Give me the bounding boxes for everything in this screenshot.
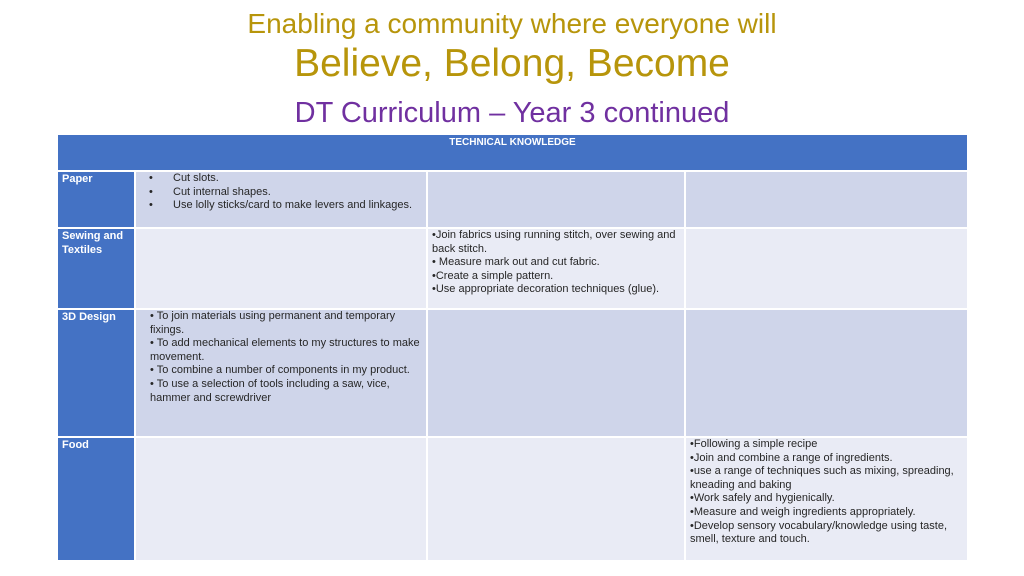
text-line: • To use a selection of tools including a saw, vice, hammer and screwdriver xyxy=(150,377,390,404)
sewing-col1 xyxy=(136,229,426,308)
sewing-col2 xyxy=(428,229,684,308)
text-line: •Develop sensory vocabulary/knowledge using taste, smell, texture and touch. xyxy=(690,519,947,546)
section-header: TECHNICAL KNOWLEDGE xyxy=(58,135,967,170)
text-line: • To add mechanical elements to my structures to make movement. xyxy=(150,337,420,363)
text-line: •Measure and weigh ingredients appropriately. xyxy=(690,505,916,518)
text-line: •Following a simple recipe xyxy=(690,438,818,450)
paper-col2 xyxy=(428,172,684,227)
curriculum-table xyxy=(58,172,967,560)
design-col1 xyxy=(136,310,426,436)
row-label-sewing-textiles: Sewing and Textiles xyxy=(58,229,134,308)
text-line: •use a range of techniques such as mixing, spreading, kneading and baking xyxy=(690,465,954,491)
list-item: • Cut slots. xyxy=(173,172,422,186)
list-item: • Cut internal shapes. xyxy=(173,186,422,200)
motto-line: Enabling a community where everyone will xyxy=(247,8,777,39)
text-line: •Join fabrics using running stitch, over sewing and back stitch. xyxy=(432,229,676,255)
text-line: • To join materials using permanent and temporary fixings. xyxy=(150,310,396,336)
row-label-paper: Paper xyxy=(58,172,134,227)
page-subtitle: DT Curriculum – Year 3 continued xyxy=(294,97,730,129)
motto-title: Believe, Belong, Become xyxy=(294,42,730,85)
row-label-food: Food xyxy=(58,438,134,560)
sewing-col3 xyxy=(686,229,967,308)
paper-col1-list xyxy=(140,172,422,213)
text-line: • To combine a number of components in my product. xyxy=(150,364,410,377)
text-line: •Work safely and hygienically. xyxy=(690,492,835,505)
list-item: • Use lolly sticks/card to make levers and linkages. xyxy=(173,199,422,213)
text-line: •Use appropriate decoration techniques (glue). xyxy=(432,283,660,296)
design-col3 xyxy=(686,310,967,436)
text-line: •Join and combine a range of ingredients. xyxy=(690,451,893,464)
row-label-3d-design: 3D Design xyxy=(58,310,134,436)
design-col2 xyxy=(428,310,684,436)
paper-col3 xyxy=(686,172,967,227)
food-col1 xyxy=(136,438,426,560)
food-col2 xyxy=(428,438,684,560)
text-line: • Measure mark out and cut fabric. xyxy=(432,256,600,269)
text-line: •Create a simple pattern. xyxy=(432,269,554,282)
food-col3 xyxy=(686,438,967,560)
paper-col1 xyxy=(136,172,426,227)
